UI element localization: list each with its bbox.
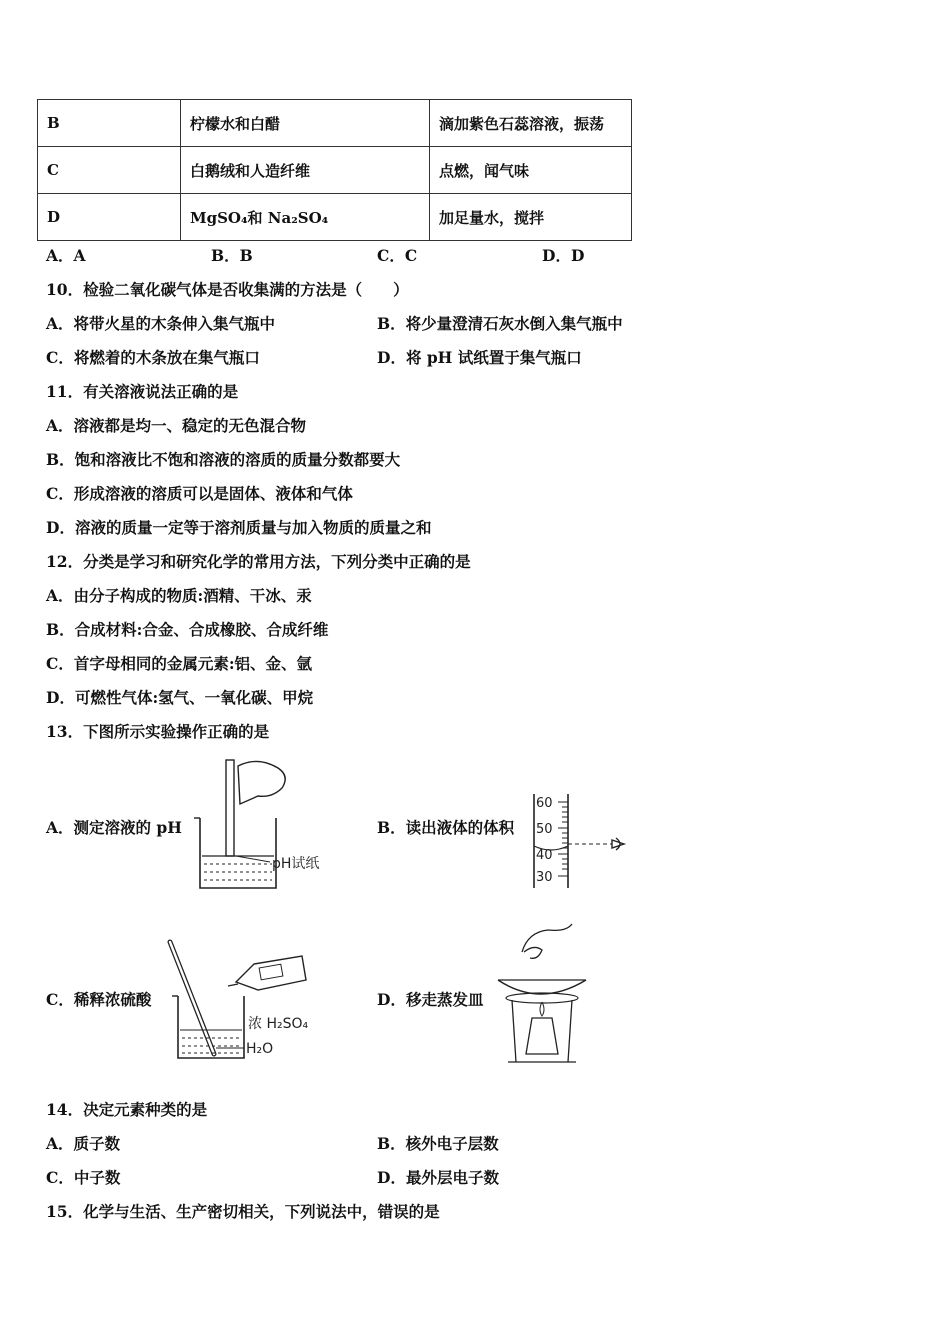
q10-option-d: D．将 pH 试纸置于集气瓶口 [377,348,582,367]
table-row [38,147,632,194]
liquid-hatching [204,864,272,880]
q13-option-b: B．读出液体的体积 [377,818,515,837]
bottle-label [259,964,283,980]
tick-label: 40 [536,848,553,863]
table-cell-label: B [38,100,181,147]
conc-acid-label: 浓 H₂SO₄ [248,1016,309,1032]
q13-option-c: C．稀释浓硫酸 [46,990,152,1009]
q12-option-a: A．由分子构成的物质:酒精、干冰、汞 [46,586,312,605]
table-cell-method: 点燃，闻气味 [430,147,632,194]
table-cell-method: 滴加紫色石蕊溶液，振荡 [430,100,632,147]
tick-label: 30 [536,870,553,885]
cylinder-figure [528,788,638,894]
tick-label: 50 [536,822,553,837]
reagent-bottle [236,956,306,990]
evaporating-dish [498,980,586,994]
table-row [38,194,632,241]
table-cell-label: C [38,147,181,194]
q10-option-b: B．将少量澄清石灰水倒入集气瓶中 [377,314,623,333]
water-label: H₂O [246,1041,274,1057]
q9-option-a: A．A [46,246,86,265]
table-cell-method: 加足量水，搅拌 [430,194,632,241]
q9-option-c: C．C [377,246,418,265]
hand-icon [522,924,572,958]
eye-icon [612,838,624,850]
q12-option-c: C．首字母相同的金属元素:铝、金、氩 [46,654,313,673]
glass-rod [226,760,234,856]
table-cell-substances: 柠檬水和白醋 [181,100,430,147]
alcohol-lamp [526,1018,558,1054]
ph-test-figure [188,756,338,896]
dilution-figure [160,936,330,1066]
table-cell-substances: MgSO₄和 Na₂SO₄ [181,194,430,241]
ph-paper-label: pH试纸 [272,856,320,872]
q9-option-d: D．D [542,246,585,265]
q14-option-a: A．质子数 [46,1134,121,1153]
q10-option-a: A．将带火星的木条伸入集气瓶中 [46,314,276,333]
q13-option-d: D．移走蒸发皿 [377,990,484,1009]
q14-option-d: D．最外层电子数 [377,1168,499,1187]
q13-option-a: A．测定溶液的 pH [46,818,182,837]
q11-option-b: B．饱和溶液比不饱和溶液的溶质的质量分数都要大 [46,450,401,469]
cylinder-scale [558,802,568,876]
flame-icon [540,1002,544,1016]
q10-stem: 10．检验二氧化碳气体是否收集满的方法是（ ） [46,280,409,299]
q10-option-c: C．将燃着的木条放在集气瓶口 [46,348,260,367]
q12-option-b: B．合成材料:合金、合成橡胶、合成纤维 [46,620,329,639]
q14-option-c: C．中子数 [46,1168,121,1187]
options-table [37,99,632,241]
evaporation-figure [494,922,594,1066]
q12-stem: 12．分类是学习和研究化学的常用方法，下列分类中正确的是 [46,552,471,571]
q9-option-b: B．B [211,246,253,265]
tick-label: 60 [536,796,553,811]
q14-stem: 14．决定元素种类的是 [46,1100,208,1119]
q11-stem: 11．有关溶液说法正确的是 [46,382,239,401]
q11-option-a: A．溶液都是均一、稳定的无色混合物 [46,416,307,435]
q11-option-c: C．形成溶液的溶质可以是固体、液体和气体 [46,484,353,503]
q14-option-b: B．核外电子层数 [377,1134,499,1153]
table-cell-label: D [38,194,181,241]
q12-option-d: D．可燃性气体:氢气、一氧化碳、甲烷 [46,688,314,707]
q15-stem: 15．化学与生活、生产密切相关，下列说法中，错误的是 [46,1202,440,1221]
q13-stem: 13．下图所示实验操作正确的是 [46,722,270,741]
hand-icon [238,761,285,804]
beaker [200,818,276,888]
q11-option-d: D．溶液的质量一定等于溶剂质量与加入物质的质量之和 [46,518,432,537]
table-row [38,100,632,147]
table-cell-substances: 白鹅绒和人造纤维 [181,147,430,194]
